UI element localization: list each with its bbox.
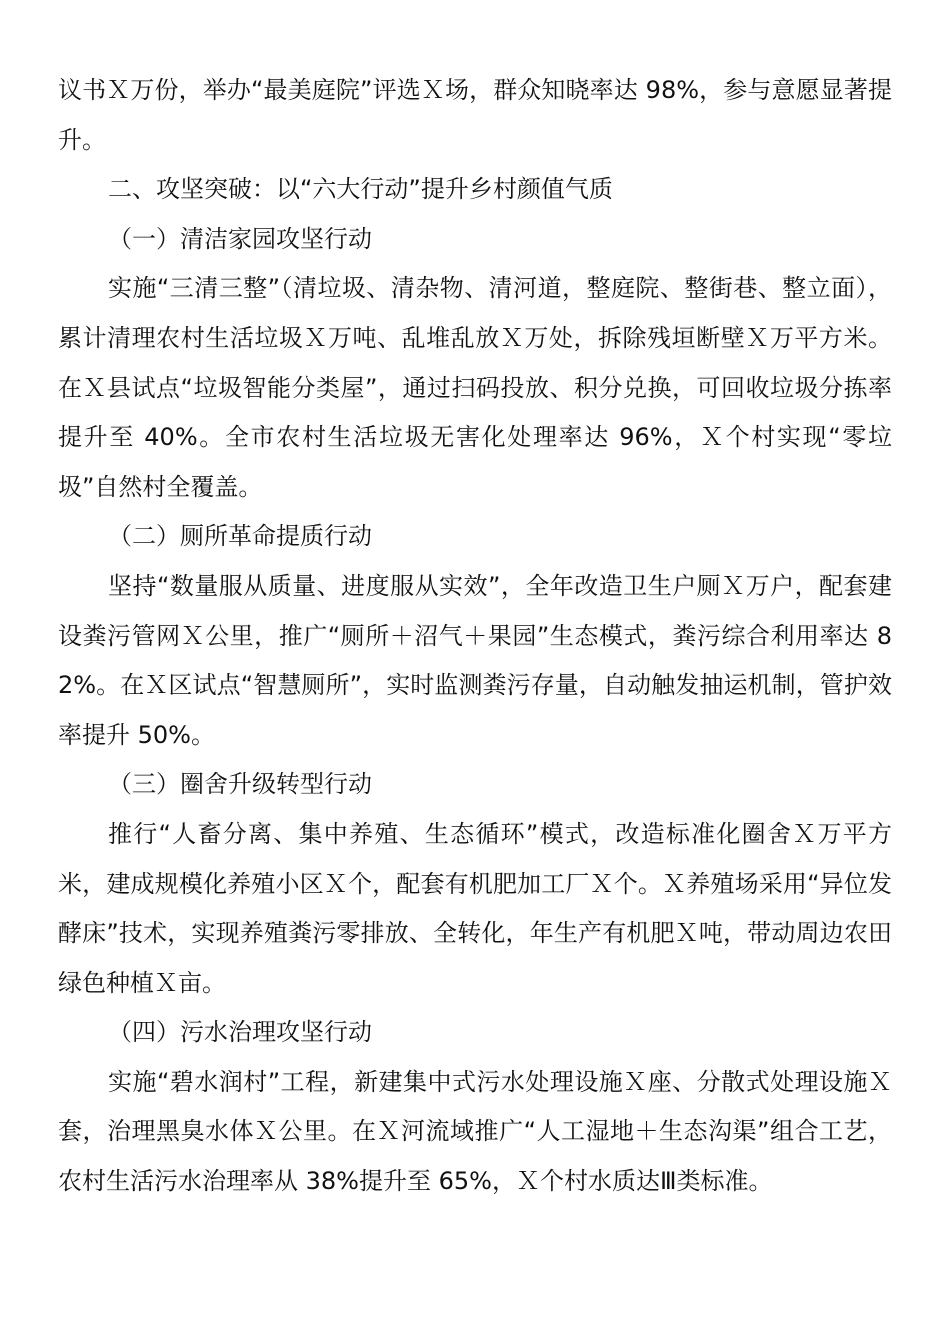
- subsection-heading-2: （二）厕所革命提质行动: [108, 522, 372, 551]
- subsection-heading-4: （四）污水治理攻坚行动: [108, 1018, 372, 1047]
- body-paragraph-livestock-pens: 推行“人畜分离、集中养殖、生态循环”模式，改造标准化圈舍Ｘ万平方米，建成规模化养殖小区Ｘ个，配套有机肥加工厂Ｘ个。Ｘ养殖场采用“异位发酵床”技术，实现养殖粪污零排放、全转化，年生产有机肥Ｘ吨，带动周边农田绿色种植Ｘ亩。: [58, 819, 892, 997]
- section-heading-2: 二、攻坚突破：以“六大行动”提升乡村颜值气质: [108, 175, 613, 204]
- subsection-heading-3: （三）圈舍升级转型行动: [108, 770, 372, 799]
- body-paragraph-continuation: 议书Ｘ万份，举办“最美庭院”评选Ｘ场，群众知晓率达 98%，参与意愿显著提升。: [58, 76, 892, 154]
- body-paragraph-wastewater: 实施“碧水润村”工程，新建集中式污水处理设施Ｘ座、分散式处理设施Ｘ套，治理黑臭水体Ｘ公里。在Ｘ河流域推广“人工湿地＋生态沟渠”组合工艺，农村生活污水治理率从 38%提升至 65%，Ｘ个村水质达Ⅲ类标准。: [58, 1067, 892, 1196]
- body-paragraph-toilet-revolution: 坚持“数量服从质量、进度服从实效”，全年改造卫生户厕Ｘ万户，配套建设粪污管网Ｘ公里，推广“厕所＋沼气＋果园”生态模式，粪污综合利用率达 82%。在Ｘ区试点“智慧厕所”，实时监测粪污存量，自动触发抽运机制，管护效率提升 50%。: [58, 571, 892, 749]
- document-body: [58, 66, 892, 1207]
- body-paragraph-clean-home: 实施“三清三整”（清垃圾、清杂物、清河道，整庭院、整街巷、整立面），累计清理农村生活垃圾Ｘ万吨、乱堆乱放Ｘ万处，拆除残垣断壁Ｘ万平方米。在Ｘ县试点“垃圾智能分类屋”，通过扫码投放、积分兑换，可回收垃圾分拣率提升至 40%。全市农村生活垃圾无害化处理率达 96%，Ｘ个村实现“零垃圾”自然村全覆盖。: [58, 274, 892, 501]
- subsection-heading-1: （一）清洁家园攻坚行动: [108, 224, 372, 253]
